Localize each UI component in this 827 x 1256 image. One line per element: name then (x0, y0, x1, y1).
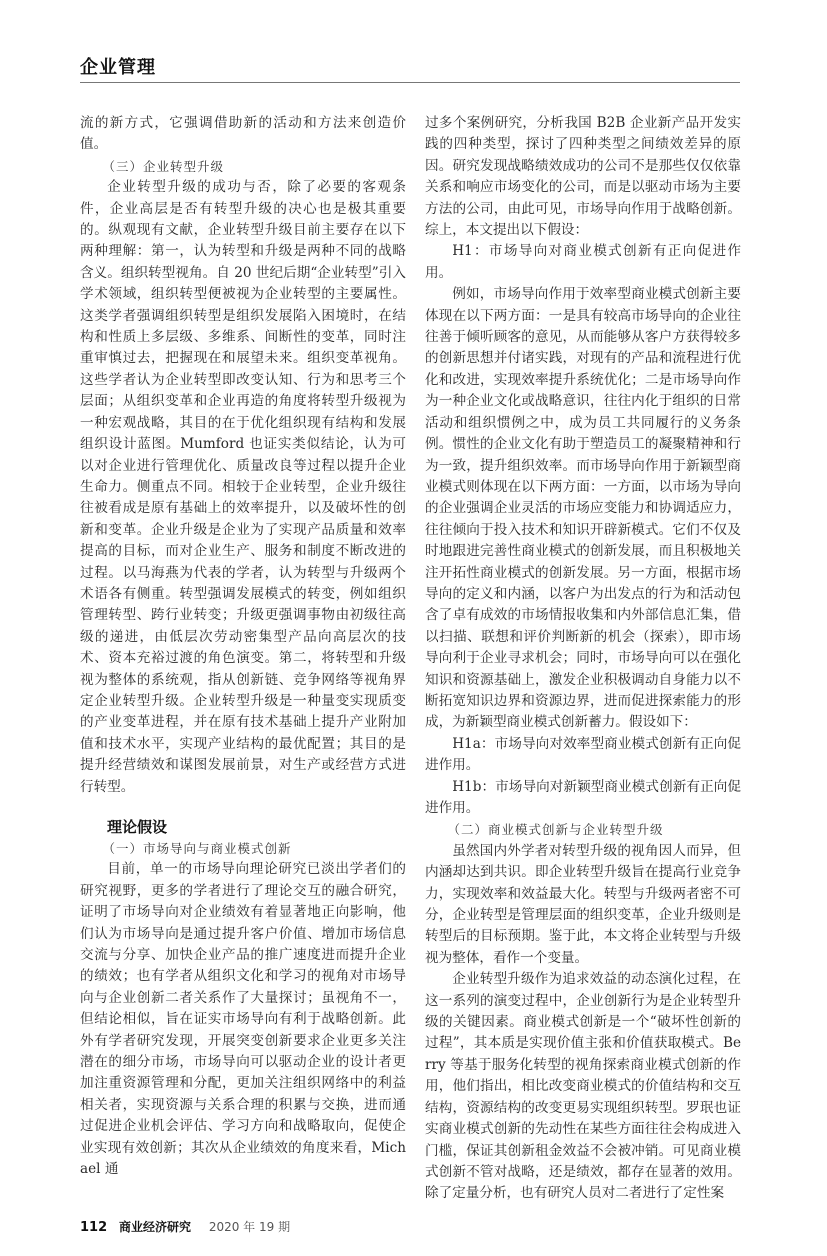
subsection-heading: （三）企业转型升级 (102, 158, 225, 174)
hypothesis-h1b: H1b：市场导向对新颖型商业模式创新有正向促进作用。 (425, 778, 741, 816)
paragraph: 例如，市场导向作用于效率型商业模式创新主要体现在以下两方面：一是具有较高市场导向的企业往往善于倾听顾客的意见，从而能够从客户方获得较多的创新思想并付诸实践，对现有的产品和流程进行优化和改进，实现效率提升系统优化；二是市场导向作为一种企业文化或战略意识，往往内化于组织的日常活动和组织惯例之中，成为员工共同履行的义务条例。惯性的企业文化有助于塑造员工的凝聚精神和行为一致，提升组织效率。而市场导向作用于新颖型商业模式则体现在以下两方面：一方面，以市场为导向的企业强调企业灵活的市场应变能力和协调适应力，往往倾向于投入技术和知识开辟新模式。它们不仅及时地跟进完善性商业模式的创新发展，而且积极地关注开拓性商业模式的创新发展。另一方面，根据市场导向的定义和内涵，以客户为出发点的行为和活动包含了卓有成效的市场情报收集和内外部信息汇集，借以扫描、联想和评价判断新的机会（探索），即市场导向利于企业寻求机会；同时，市场导向可以在强化知识和资源基础上，激发企业积极调动自身能力以不断拓宽知识边界和资源边界，进而促进探索能力的形成，为新颖型商业模式创新蓄力。假设如下： (425, 286, 741, 731)
body-columns (80, 0, 741, 1205)
paragraph: 虽然国内外学者对转型升级的视角因人而异，但内涵却达到共识。即企业转型升级旨在提高行业竞争力，实现效率和效益最大化。转型与升级两者密不可分，企业转型是管理层面的组织变革，企业升级则是转型后的目标预期。鉴于此，本文将企业转型与升级视为整体，看作一个变量。 (425, 842, 741, 966)
subsection-heading: （二）商业模式创新与企业转型升级 (447, 822, 664, 838)
subsection-heading: （一）市场导向与商业模式创新 (102, 841, 292, 856)
section-heading: 理论假设 (107, 818, 168, 836)
page-footer (80, 1219, 827, 1256)
section-header-title: 企业管理 (80, 57, 156, 78)
paragraph: 企业转型升级的成功与否，除了必要的客观条件，企业高层是否有转型升级的决心也是极其重要的。纵观现有文献，企业转型升级目前主要存在以下两种理解：第一，认为转型和升级是两种不同的战略含义。组织转型视角。自 20 世纪后期“企业转型”引入学术领域，组织转型便被视为企业转型的主要属性。这类学者强调组织转型是组织发展陷入困境时，在结构和性质上多层级、多维系、间断性的变革，同时注重审慎过去，把握现在和展望未来。组织变革视角。这些学者认为企业转型即改变认知、行为和思考三个层面；从组织变革和企业再造的角度将转型升级视为一种宏观战略，其目的在于优化组织现有结构和发展组织设计蓝图。Mumford 也证实类似结论，认为可以对企业进行管理优化、质量改良等过程以提升企业生命力。侧重点不同。相较于企业转型，企业升级往往被看成是原有基础上的效率提升，以及破坏性的创新和变革。企业升级是企业为了实现产品质量和效率提高的目标，而对企业生产、服务和制度不断改进的过程。以马海燕为代表的学者，认为转型与升级两个术语各有侧重。转型强调发展模式的转变，例如组织管理转型、跨行业转变；升级更强调事物由初级往高级的递进，由低层次劳动密集型产品向高层次的技术、资本充裕过渡的角色演变。第二，将转型和升级视为整体的系统观，指从创新链、竞争网络等视角界定企业转型升级。企业转型升级是一种量变实现质变的产业变革进程，并在原有技术基础上提升产业附加值和技术水平，实现产业结构的最优配置；其目的是提升经营绩效和谋图发展前景，对生产或经营方式进行转型。 (80, 179, 406, 795)
hypothesis-h1: H1：市场导向对商业模式创新有正向促进作用。 (425, 243, 741, 281)
left-column (80, 113, 406, 1181)
hypothesis-h1a: H1a：市场导向对效率型商业模式创新有正向促进作用。 (425, 735, 741, 774)
paragraph: 流的新方式，它强调借助新的活动和方法来创造价值。 (80, 115, 406, 153)
page-number: 112 (80, 1219, 108, 1235)
paragraph: 过多个案例研究，分析我国 B2B 企业新产品开发实践的四种类型，探讨了四种类型之间绩效差异的原因。研究发现战略绩效成功的公司不是那些仅仅依靠关系和响应市场变化的公司，而是以驱动市场为主要方法的公司，由此可见，市场导向作用于战略创新。综上，本文提出以下假设： (425, 115, 741, 239)
journal-name: 商业经济研究 (118, 1219, 191, 1234)
paragraph: 目前，单一的市场导向理论研究已淡出学者们的研究视野，更多的学者进行了理论交互的融合研究，证明了市场导向对企业绩效有着显著地正向影响，他们认为市场导向是通过提升客户价值、增加市场信息交流与分享、加快企业产品的推广速度进而提升企业的绩效；也有学者从组织文化和学习的视角对市场导向与企业创新二者关系作了大量探讨；虽视角不一，但结论相似，旨在证实市场导向有利于战略创新。此外有学者研究发现，开展突变创新要求企业更多关注潜在的细分市场，市场导向可以驱动企业的设计者更加注重资源管理和分配，更加关注组织网络中的利益相关者，实现资源与关系合理的积累与交换，进而通过促进企业机会评估、学习方向和战略取向，促使企业实现有效创新；其次从企业绩效的角度来看，Michael 通 (80, 861, 406, 1178)
right-column (425, 113, 741, 1205)
issue-label: 2020 年 19 期 (208, 1219, 291, 1234)
paragraph: 企业转型升级作为追求效益的动态演化过程，在这一系列的演变过程中，企业创新行为是企业转型升级的关键因素。商业模式创新是一个“破坏性创新的过程”，其本质是实现价值主张和价值获取模式。Berry 等基于服务化转型的视角探索商业模式创新的作用，他们指出，相比改变商业模式的价值结构和交互结构，资源结构的改变更易实现组织转型。罗珉也证实商业模式创新的先动性在某些方面往往会构成进入门槛，保证其创新租金效益不会被冲销。可见商业模式创新不管对战略，还是绩效，都存在显著的效用。除了定量分析，也有研究人员对二者进行了定性案 (425, 971, 741, 1202)
